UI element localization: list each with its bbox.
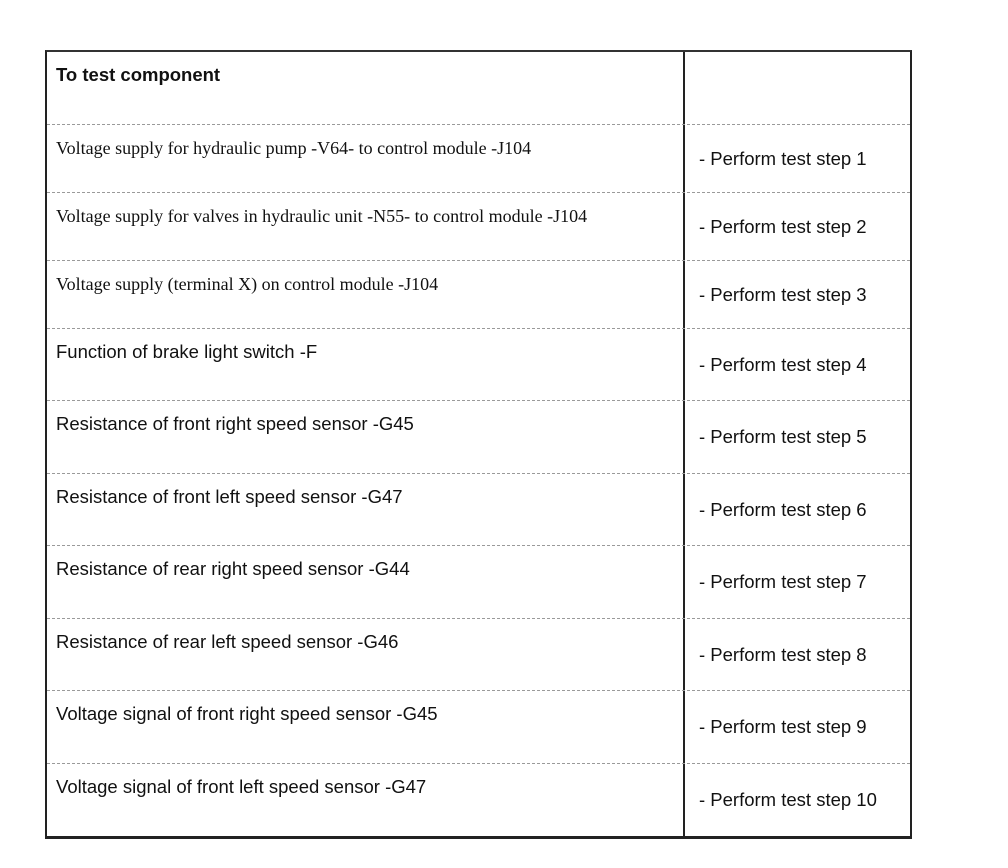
table-row	[47, 193, 910, 261]
header-component-cell: To test component	[56, 64, 221, 85]
component-cell: Voltage supply for valves in hydraulic unit -N55- to control module -J104	[56, 206, 588, 226]
component-cell: Voltage supply (terminal X) on control module -J104	[56, 274, 439, 294]
component-cell: Function of brake light switch -F	[56, 341, 318, 362]
action-cell: - Perform test step 7	[683, 546, 910, 618]
header-action-cell	[683, 52, 910, 124]
table-row	[47, 401, 910, 474]
table-row	[47, 329, 910, 401]
action-cell: - Perform test step 10	[683, 764, 910, 836]
component-cell: Resistance of front right speed sensor -G45	[56, 413, 414, 434]
table-row	[47, 125, 910, 193]
action-cell: - Perform test step 8	[683, 619, 910, 690]
component-cell: Voltage supply for hydraulic pump -V64- to control module -J104	[56, 138, 532, 158]
table-header-row	[47, 52, 910, 125]
component-cell: Resistance of rear left speed sensor -G46	[56, 631, 399, 652]
table-row	[47, 261, 910, 329]
action-cell: - Perform test step 5	[683, 401, 910, 473]
table-row	[47, 546, 910, 619]
test-component-table	[45, 50, 912, 839]
table-row	[47, 764, 910, 836]
table-row	[47, 691, 910, 764]
action-cell: - Perform test step 2	[683, 193, 910, 260]
table-row	[47, 474, 910, 546]
action-cell: - Perform test step 6	[683, 474, 910, 545]
action-cell: - Perform test step 3	[683, 261, 910, 328]
action-cell: - Perform test step 4	[683, 329, 910, 400]
component-cell: Voltage signal of front left speed sensor -G47	[56, 776, 427, 797]
table-row	[47, 619, 910, 691]
component-cell: Resistance of front left speed sensor -G47	[56, 486, 403, 507]
component-cell: Voltage signal of front right speed sensor -G45	[56, 703, 438, 724]
component-cell: Resistance of rear right speed sensor -G44	[56, 558, 410, 579]
action-cell: - Perform test step 1	[683, 125, 910, 192]
action-cell: - Perform test step 9	[683, 691, 910, 763]
